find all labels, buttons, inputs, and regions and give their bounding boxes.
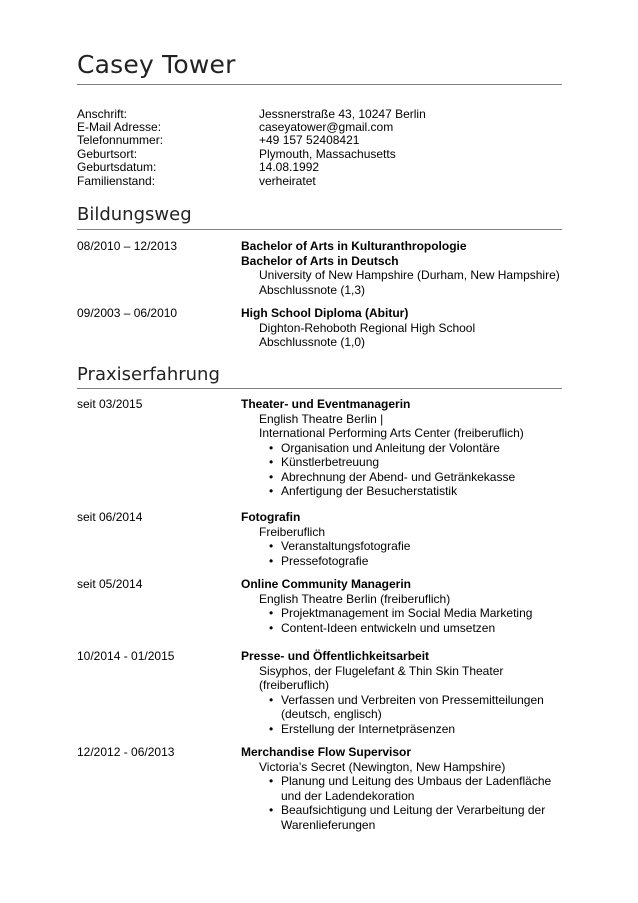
task-list: [241, 539, 561, 568]
entry-content: [241, 649, 561, 736]
bullet-icon: •: [269, 484, 274, 498]
bullet-icon: •: [269, 692, 274, 707]
entry-title: Bachelor of Arts in Kulturanthropologie: [241, 239, 467, 253]
entry-detail: English Theatre Berlin |: [259, 411, 384, 426]
bullet-icon: •: [269, 620, 274, 635]
entry-content: [241, 397, 561, 499]
entry-date: 12/2012 - 06/2013: [77, 745, 175, 759]
task-text: Projektmanagement im Social Media Marketing: [281, 606, 533, 620]
value-address: Jessnerstraße 43, 10247 Berlin: [259, 107, 426, 121]
label-birthplace: Geburtsort:: [77, 147, 138, 161]
label-address: Anschrift:: [77, 107, 128, 121]
bullet-icon: •: [269, 469, 274, 484]
entry-detail: Sisyphos, der Flugelefant & Thin Skin Theater: [259, 663, 504, 678]
entry-title: Merchandise Flow Supervisor: [241, 745, 412, 759]
entry-detail: Abschlussnote (1,0): [259, 335, 366, 349]
experience-divider: [77, 388, 562, 389]
bullet-icon: •: [269, 455, 274, 469]
bullet-icon: •: [269, 774, 274, 788]
task-text: Organisation und Anleitung der Volontäre: [281, 440, 500, 455]
entry-date: 09/2003 – 06/2010: [77, 306, 178, 320]
experience-heading: Praxiserfahrung: [77, 364, 220, 385]
task-item: [241, 539, 561, 554]
value-marital-status: verheiratet: [259, 174, 316, 188]
task-text: Pressefotografie: [281, 553, 369, 568]
entry-title: Presse- und Öffentlichkeitsarbeit: [241, 649, 430, 663]
task-text: Erstellung der Internetpräsenzen: [281, 721, 456, 736]
entry-detail: English Theatre Berlin (freiberuflich): [259, 591, 451, 606]
entry-date: seit 06/2014: [77, 510, 143, 524]
task-item: [241, 455, 561, 470]
task-item: [241, 722, 561, 737]
label-email: E-Mail Adresse:: [77, 120, 162, 134]
applicant-name: Casey Tower: [77, 50, 236, 79]
entry-detail: (freiberuflich): [259, 678, 330, 692]
entry-detail: University of New Hampshire (Durham, New Hampshire): [259, 268, 560, 282]
entry-content: [241, 510, 561, 568]
entry-detail: Abschlussnote (1,3): [259, 282, 366, 297]
task-item: [241, 441, 561, 456]
entry-detail: Freiberuflich: [259, 524, 326, 539]
task-text-continued: Warenlieferungen: [281, 817, 376, 832]
value-email: caseyatower@gmail.com: [259, 120, 394, 134]
label-marital-status: Familienstand:: [77, 174, 156, 188]
entry-title: Bachelor of Arts in Deutsch: [241, 253, 399, 268]
task-item: [241, 774, 561, 803]
bullet-icon: •: [269, 553, 274, 568]
task-item: [241, 621, 561, 636]
task-item: [241, 470, 561, 485]
task-list: [241, 693, 561, 737]
task-text: Planung und Leitung des Umbaus der Ladenfläche: [281, 774, 552, 788]
task-item: [241, 606, 561, 621]
entry-title: Online Community Managerin: [241, 577, 412, 591]
task-text: Anfertigung der Besucherstatistik: [281, 484, 458, 498]
bullet-icon: •: [269, 606, 274, 620]
task-text: Beaufsichtigung und Leitung der Verarbeitung der: [281, 803, 546, 817]
entry-detail: Victoria’s Secret (Newington, New Hampshire): [259, 759, 506, 774]
entry-title: High School Diploma (Abitur): [241, 306, 409, 320]
education-heading: Bildungsweg: [77, 204, 192, 225]
task-list: [241, 606, 561, 635]
task-item: [241, 693, 561, 722]
label-birthdate: Geburtsdatum:: [77, 160, 157, 174]
task-text: Abrechnung der Abend- und Getränkekasse: [281, 469, 516, 484]
entry-date: seit 03/2015: [77, 397, 143, 411]
entry-date: 10/2014 - 01/2015: [77, 649, 175, 663]
task-item: [241, 484, 561, 499]
task-list: [241, 441, 561, 499]
entry-detail: Dighton-Rehoboth Regional High School: [259, 320, 476, 335]
task-text-continued: (deutsch, englisch): [281, 707, 382, 721]
entry-content: [241, 577, 561, 635]
task-text: Veranstaltungsfotografie: [281, 539, 411, 553]
entry-content: [241, 745, 561, 832]
value-birthplace: Plymouth, Massachusetts: [259, 147, 396, 161]
bullet-icon: •: [269, 803, 274, 817]
label-phone: Telefonnummer:: [77, 133, 164, 147]
value-birthdate: 14.08.1992: [259, 160, 320, 174]
task-item: [241, 803, 561, 832]
task-text: Künstlerbetreuung: [281, 455, 380, 469]
entry-content: [241, 306, 561, 350]
bullet-icon: •: [269, 539, 274, 553]
bullet-icon: •: [269, 440, 274, 455]
task-item: [241, 554, 561, 569]
entry-date: seit 05/2014: [77, 577, 143, 591]
entry-content: [241, 239, 561, 297]
task-list: [241, 774, 561, 832]
task-text: Content-Ideen entwickeln und umsetzen: [281, 620, 496, 635]
entry-date: 08/2010 – 12/2013: [77, 239, 178, 253]
entry-title: Fotografin: [241, 510, 301, 524]
entry-detail: International Performing Arts Center (freiberuflich): [259, 426, 524, 440]
header-divider: [77, 84, 562, 85]
education-divider: [77, 229, 562, 230]
task-text-continued: und der Ladendekoration: [281, 788, 415, 803]
value-phone: +49 157 52408421: [259, 133, 360, 147]
bullet-icon: •: [269, 721, 274, 736]
task-text: Verfassen und Verbreiten von Pressemitteilungen: [281, 692, 544, 707]
entry-title: Theater- und Eventmanagerin: [241, 397, 411, 411]
